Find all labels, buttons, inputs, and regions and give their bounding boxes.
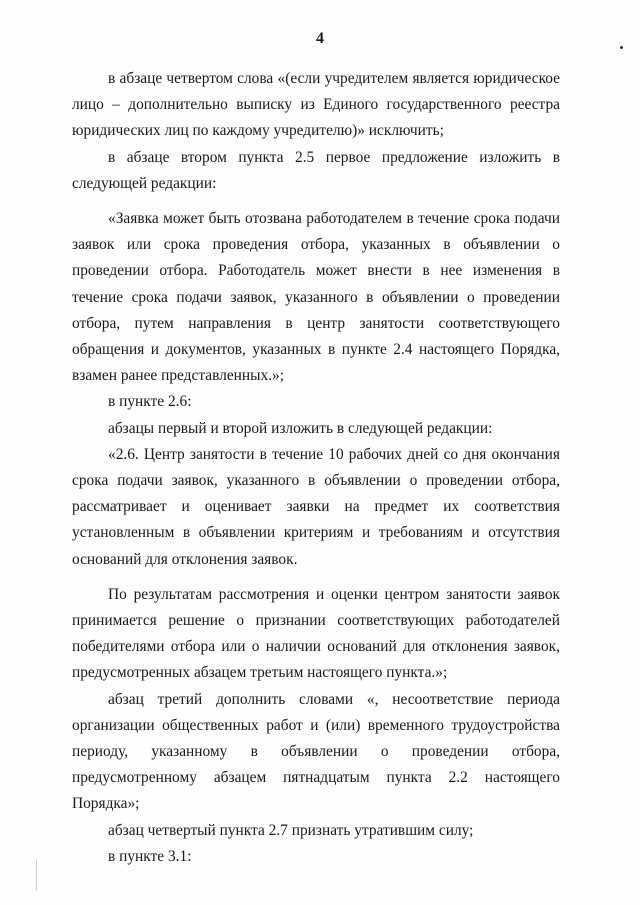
document-body: [72, 66, 560, 870]
paragraph-1: в абзаце четвертом слова «(если учредителем является юридическое лицо – дополнительно выписку из Единого государственного реестра юридических лиц по каждому учредителю)» исключить;: [72, 70, 560, 140]
scan-speck: [620, 46, 623, 49]
paragraph-7: По результатам рассмотрения и оценки центром занятости заявок принимается решение о признании соответствующих работодателей победителями отбора или о наличии оснований для отклонения заявок, предусмотренных абзацем третьим настоящего пункта.»;: [72, 585, 560, 682]
paragraph-5: абзацы первый и второй изложить в следующей редакции:: [108, 419, 493, 437]
paragraph-9: абзац четвертый пункта 2.7 признать утратившим силу;: [108, 821, 474, 839]
page-number: 4: [316, 30, 324, 47]
paragraph-10: в пункте 3.1:: [108, 847, 192, 865]
paragraph-4: в пункте 2.6:: [108, 393, 192, 411]
scan-edge-mark: [36, 860, 37, 890]
paragraph-2: в абзаце втором пункта 2.5 первое предложение изложить в следующей редакции:: [72, 148, 560, 192]
paragraph-6: «2.6. Центр занятости в течение 10 рабочих дней со дня окончания срока подачи заявок, указанного в объявлении о проведении отбора, рассматривает и оценивает заявки на предмет их соответствия установленным в объявлении критериям и требованиям и отсутствия оснований для отклонения заявок.: [72, 445, 560, 568]
paragraph-8: абзац третий дополнить словами «, несоответствие периода организации общественных работ и (или) временного трудоустройства периоду, указанному в объявлении о проведении отбора, предусмотренному абзацем пятнадцатым пункта 2.2 настоящего Порядка»;: [72, 690, 560, 813]
paragraph-3: «Заявка может быть отозвана работодателем в течение срока подачи заявок или срока проведения отбора, указанных в объявлении о проведении отбора. Работодатель может внести в нее изменения в течение срока подачи заявок, указанного в объявлении о проведении отбора, путем направления в центр занятости соответствующего обращения и документов, указанных в пункте 2.4 настоящего Порядка, взамен ранее представленных.»;: [72, 210, 560, 385]
